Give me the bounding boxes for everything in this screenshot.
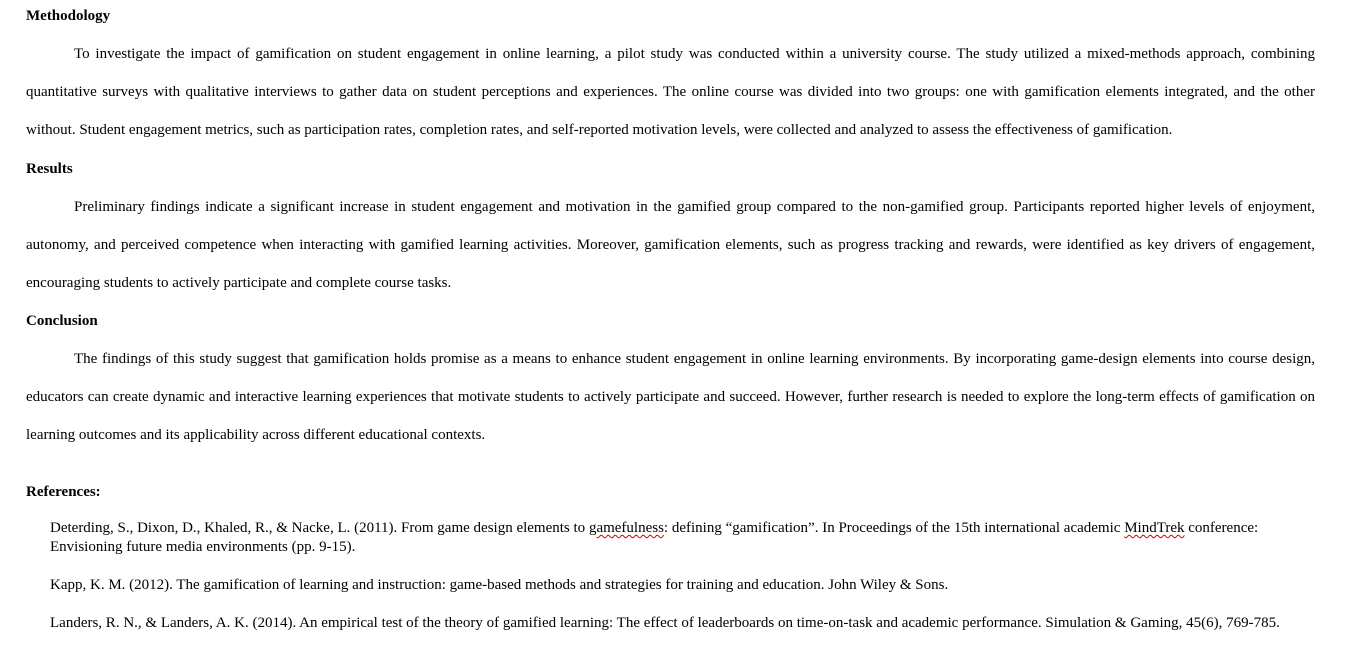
reference-item: Landers, R. N., & Landers, A. K. (2014). An empirical test of the theory of gamified learning: The effect of leaderboards on time-on-task and academic performance. Simulation & Gaming, 45(6), 769-785. bbox=[50, 615, 1280, 631]
paragraph-conclusion: The findings of this study suggest that gamification holds promise as a means to enhance student engagement in online learning environments. By incorporating game-design elements into course design, educators can create dynamic and interactive learning experiences that motivate students to actively participate and succeed. However, further research is needed to explore the long-term effects of gamification on learning outcomes and its applicability across different educational contexts. bbox=[26, 351, 1315, 443]
heading-conclusion: Conclusion bbox=[26, 313, 98, 329]
reference-item: Kapp, K. M. (2012). The gamification of learning and instruction: game-based methods and strategies for training and education. John Wiley & Sons. bbox=[50, 577, 949, 593]
heading-methodology: Methodology bbox=[26, 8, 111, 24]
reference-text: conference: Envisioning future media environments (pp. 9-15). bbox=[50, 520, 1259, 555]
reference-text: : defining “gamification”. In Proceedings of the 15th international academic bbox=[663, 520, 1125, 536]
heading-references: References: bbox=[26, 484, 101, 500]
spellcheck-flagged-word[interactable]: MindTrek bbox=[1124, 520, 1185, 536]
reference-text: Deterding, S., Dixon, D., Khaled, R., & Nacke, L. (2011). From game design elements to bbox=[50, 520, 589, 536]
spellcheck-flagged-word[interactable]: gamefulness bbox=[588, 520, 664, 536]
paragraph-results: Preliminary findings indicate a significant increase in student engagement and motivation in the gamified group compared to the non-gamified group. Participants reported higher levels of enjoyment, autonomy, and perceived competence when interacting with gamified learning activities. Moreover, gamification elements, such as progress tracking and rewards, were identified as key drivers of engagement, encouraging students to actively participate and complete course tasks. bbox=[26, 199, 1315, 291]
reference-item bbox=[50, 519, 1300, 557]
paragraph-methodology: To investigate the impact of gamification on student engagement in online learning, a pilot study was conducted within a university course. The study utilized a mixed-methods approach, combining quantitative surveys with qualitative interviews to gather data on student perceptions and experiences. The online course was divided into two groups: one with gamification elements integrated, and the other without. Student engagement metrics, such as participation rates, completion rates, and self-reported motivation levels, were collected and analyzed to assess the effectiveness of gamification. bbox=[26, 46, 1315, 138]
heading-results: Results bbox=[26, 161, 73, 177]
